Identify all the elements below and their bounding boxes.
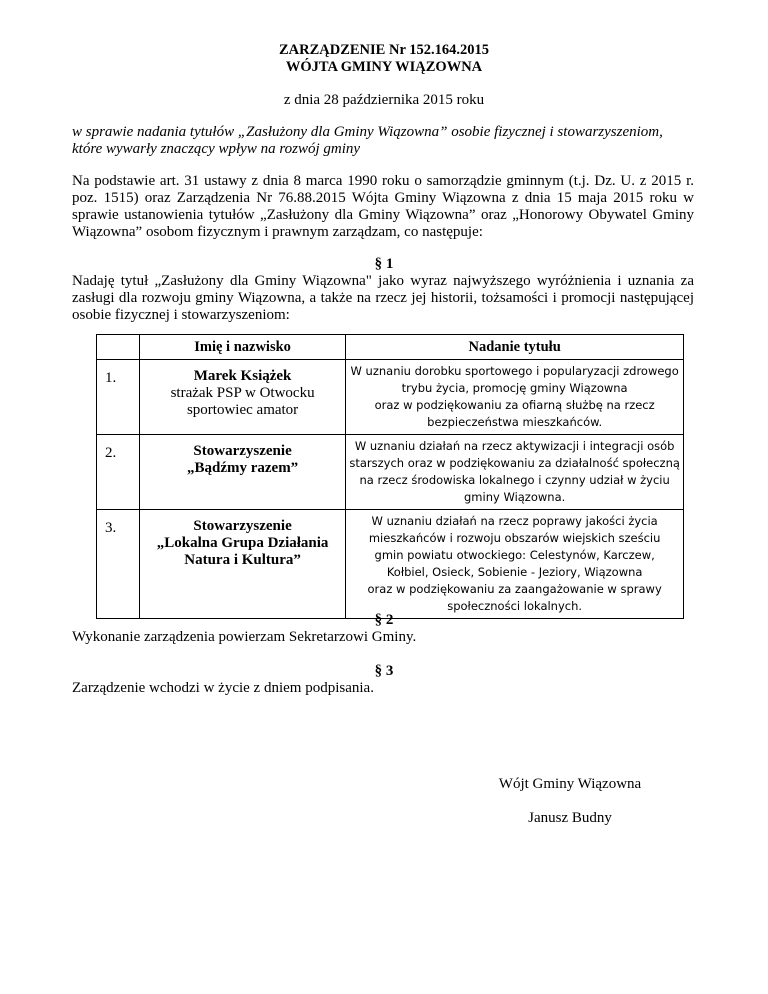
recipient-detail-line: strażak PSP w Otwocku — [170, 385, 315, 401]
document-title — [0, 42, 768, 76]
justification-line: gminy Wiązowna. — [464, 490, 566, 504]
section-1-text: Nadaję tytuł „Zasłużony dla Gminy Wiązowna" jako wyraz najwyższego wyróżnienia i uznania za zasługi dla rozwoju gminy Wiązowna, a także na rzecz jej historii, tożsamości i promocji następującej osobie fizycznej i stowarzyszeniom: — [72, 273, 694, 323]
title-line-1: ZARZĄDZENIE Nr 152.164.2015 — [278, 42, 489, 58]
section-2-heading: § 2 — [374, 612, 394, 628]
justification-line: społeczności lokalnych. — [447, 599, 583, 613]
justification-line: Kołbiel, Osieck, Sobienie - Jeziory, Wiązowna — [386, 565, 643, 579]
justification-line: oraz w podziękowaniu za ofiarną służbę na rzecz — [374, 398, 655, 412]
recipient-name-line: Stowarzyszenie — [193, 518, 292, 534]
section-1-heading: § 1 — [374, 256, 394, 272]
award-justification — [346, 435, 684, 510]
award-justification — [346, 360, 684, 435]
justification-line: oraz w podziękowaniu za zaangażowanie w sprawy — [367, 582, 662, 596]
header-award-cell: Nadanie tytułu — [346, 335, 684, 360]
recipient-detail-line: sportowiec amator — [186, 402, 299, 418]
recipient-name-line: Natura i Kultura” — [184, 552, 301, 568]
award-justification — [346, 510, 684, 619]
section-2-text: Wykonanie zarządzenia powierzam Sekretarzowi Gminy. — [72, 629, 417, 645]
table-row — [97, 435, 684, 510]
recipient-name-line: Stowarzyszenie — [193, 443, 292, 459]
signature-name: Janusz Budny — [528, 810, 612, 826]
recipient-name-line: Marek Książek — [193, 368, 292, 384]
table-row — [97, 360, 684, 435]
justification-line: W uznaniu działań na rzecz aktywizacji i integracji osób — [354, 439, 675, 453]
section-3-heading: § 3 — [374, 663, 394, 679]
justification-line: mieszkańców i rozwoju obszarów wiejskich sześciu — [368, 531, 661, 545]
header-name-cell: Imię i nazwisko — [139, 335, 345, 360]
document-date: z dnia 28 października 2015 roku — [283, 92, 485, 108]
row-number: 1. — [97, 360, 140, 435]
recipient-name — [139, 360, 345, 435]
justification-line: W uznaniu dorobku sportowego i popularyzacji zdrowego — [350, 364, 679, 378]
justification-line: starszych oraz w podziękowaniu za działalność społeczną — [349, 456, 680, 470]
awards-table — [96, 334, 684, 619]
recipient-name — [139, 435, 345, 510]
recipient-name-line: „Bądźmy razem” — [186, 460, 299, 476]
recipient-name-line: „Lokalna Grupa Działania — [156, 535, 329, 551]
table-row — [97, 510, 684, 619]
row-number: 3. — [97, 510, 140, 619]
recipient-name — [139, 510, 345, 619]
document-subject: w sprawie nadania tytułów „Zasłużony dla Gminy Wiązowna” osobie fizycznej i stowarzyszeniom, które wywarły znaczący wpływ na rozwój gminy — [72, 124, 663, 157]
signature-office: Wójt Gminy Wiązowna — [498, 776, 642, 792]
justification-line: na rzecz środowiska lokalnego i czynny udział w życiu — [359, 473, 670, 487]
section-3-text: Zarządzenie wchodzi w życie z dniem podpisania. — [72, 680, 374, 696]
justification-line: gmin powiatu otwockiego: Celestynów, Karczew, — [374, 548, 655, 562]
justification-line: W uznaniu działań na rzecz poprawy jakości życia — [371, 514, 658, 528]
header-number-cell — [97, 335, 140, 360]
justification-line: bezpieczeństwa mieszkańców. — [427, 415, 603, 429]
title-line-2: WÓJTA GMINY WIĄZOWNA — [285, 59, 483, 75]
legal-basis: Na podstawie art. 31 ustawy z dnia 8 marca 1990 roku o samorządzie gminnym (t.j. Dz. U. z 2015 r. poz. 1515) oraz Zarządzenia Nr 76.88.2015 Wójta Gminy Wiązowna z dnia 15 maja 2015 roku w sprawie ustanowienia tytułów „Zasłużony dla Gminy Wiązowna” oraz „Honorowy Obywatel Gminy Wiązowna” osobom fizycznym i prawnym zarządzam, co następuje: — [72, 173, 694, 240]
justification-line: trybu życia, promocję gminy Wiązowna — [401, 381, 628, 395]
table-header-row — [97, 335, 684, 360]
row-number: 2. — [97, 435, 140, 510]
